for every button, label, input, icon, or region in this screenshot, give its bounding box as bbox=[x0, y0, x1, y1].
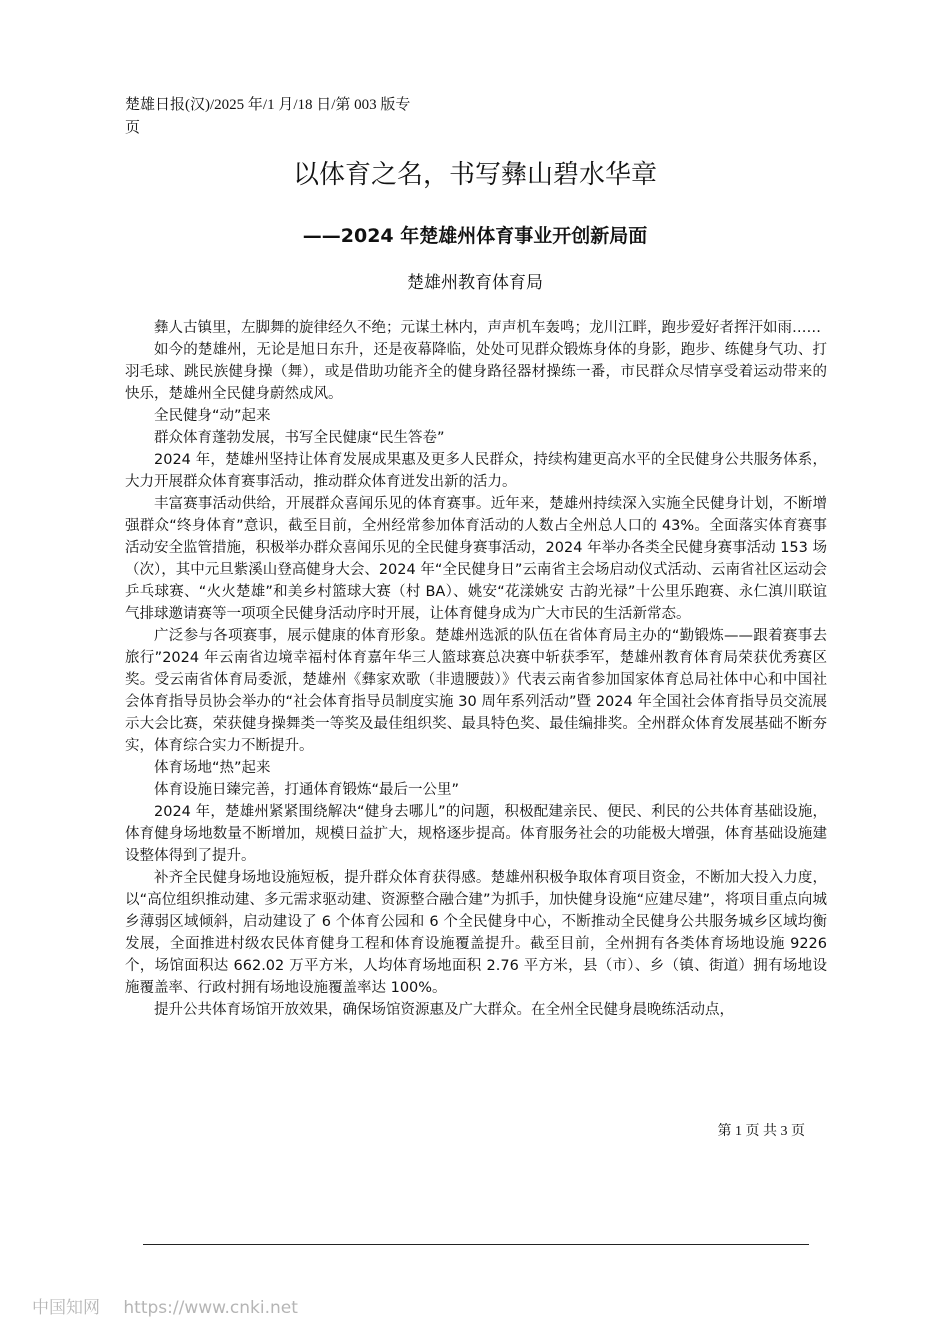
section-subheading: 群众体育蓬勃发展，书写全民健康“民生答卷” bbox=[154, 430, 445, 446]
section-heading: 全民健身“动”起来 bbox=[154, 408, 271, 424]
footer-divider bbox=[143, 1244, 809, 1245]
article-author: 楚雄州教育体育局 bbox=[407, 273, 543, 293]
watermark-cnki-name: 中国知网 bbox=[32, 1298, 100, 1318]
paragraph: 广泛参与各项赛事，展示健康的体育形象。楚雄州选派的队伍在省体育局主办的“勤锻炼——跟着赛事去旅行”2024 年云南省边境幸福村体育嘉年华三人篮球赛总决赛中斩获季军，楚雄州教育体育局荣获优秀赛区奖。受云南省体育局委派，楚雄州《彝家欢歌（非遗腰鼓）》代表云南省参加国家体育总局社体中心和中国社会体育指导员协会举办的“社会体育指导员制度实施 30 周年系列活动”暨 2024 年全国社会体育指导员交流展示大会比赛，荣获健身操舞类一等奖及最佳组织奖、最具特色奖、最佳编排奖。全州群众体育发展基础不断夯实，体育综合实力不断提升。 bbox=[125, 628, 827, 754]
article-body bbox=[125, 317, 827, 1021]
paragraph: 彝人古镇里，左脚舞的旋律经久不绝；元谋土林内，声声机车轰鸣；龙川江畔，跑步爱好者挥汗如雨…… bbox=[154, 320, 821, 336]
article-title: 以体育之名，书写彝山碧水华章 bbox=[292, 160, 657, 190]
article-subtitle: ——2024 年楚雄州体育事业开创新局面 bbox=[302, 225, 648, 247]
paragraph: 如今的楚雄州，无论是旭日东升，还是夜幕降临，处处可见群众锻炼身体的身影，跑步、练健身气功、打羽毛球、跳民族健身操（舞），或是借助功能齐全的健身路径器材操练一番，市民群众尽情享受着运动带来的快乐，楚雄州全民健身蔚然成风。 bbox=[125, 342, 827, 402]
paragraph: 丰富赛事活动供给，开展群众喜闻乐见的体育赛事。近年来，楚雄州持续深入实施全民健身计划，不断增强群众“终身体育”意识，截至目前，全州经常参加体育活动的人数占全州总人口的 43%。全面落实体育赛事活动安全监管措施，积极举办群众喜闻乐见的全民健身赛事活动，2024 年举办各类全民健身赛事活动 153 场（次），其中元旦紫溪山登高健身大会、2024 年“全民健身日”云南省主会场启动仪式活动、云南省社区运动会乒乓球赛、“火火楚雄”和美乡村篮球大赛（村 BA）、姚安“花漾姚安 古韵光禄”十公里乐跑赛、永仁滇川联谊气排球邀请赛等一项项全民健身活动序时开展，让体育健身成为广大市民的生活新常态。 bbox=[125, 496, 827, 622]
watermark bbox=[32, 1293, 316, 1318]
section-heading: 体育场地“热”起来 bbox=[154, 760, 271, 776]
paragraph: 补齐全民健身场地设施短板，提升群众体育获得感。楚雄州积极争取体育项目资金，不断加大投入力度，以“高位组织推动建、多元需求驱动建、资源整合融合建”为抓手，加快健身设施“应建尽建”，将项目重点向城乡薄弱区域倾斜，启动建设了 6 个体育公园和 6 个全民健身中心，不断推动全民健身公共服务城乡区域均衡发展，全面推进村级农民体育健身工程和体育设施覆盖提升。截至目前，全州拥有各类体育场地设施 9226 个，场馆面积达 662.02 万平方米，人均体育场地面积 2.76 平方米，县（市）、乡（镇、街道）拥有场地设施覆盖率、行政村拥有场地设施覆盖率达 100%。 bbox=[125, 870, 827, 996]
watermark-url: https://www.cnki.net bbox=[123, 1298, 298, 1318]
section-subheading: 体育设施日臻完善，打通体育锻炼“最后一公里” bbox=[154, 782, 460, 798]
source-line: 楚雄日报(汉)/2025 年/1 月/18 日/第 003 版专页 bbox=[125, 97, 411, 136]
paragraph: 提升公共体育场馆开放效果，确保场馆资源惠及广大群众。在全州全民健身晨晚练活动点， bbox=[154, 1002, 734, 1018]
paragraph: 2024 年，楚雄州紧紧围绕解决“健身去哪儿”的问题，积极配建亲民、便民、利民的公共体育基础设施，体育健身场地数量不断增加，规模日益扩大，规格逐步提高。体育服务社会的功能极大增强，体育基础设施建设整体得到了提升。 bbox=[125, 804, 827, 864]
page-number: 第 1 页 共 3 页 bbox=[717, 1124, 805, 1139]
paragraph: 2024 年，楚雄州坚持让体育发展成果惠及更多人民群众，持续构建更高水平的全民健身公共服务体系，大力开展群众体育赛事活动，推动群众体育迸发出新的活力。 bbox=[125, 452, 827, 490]
